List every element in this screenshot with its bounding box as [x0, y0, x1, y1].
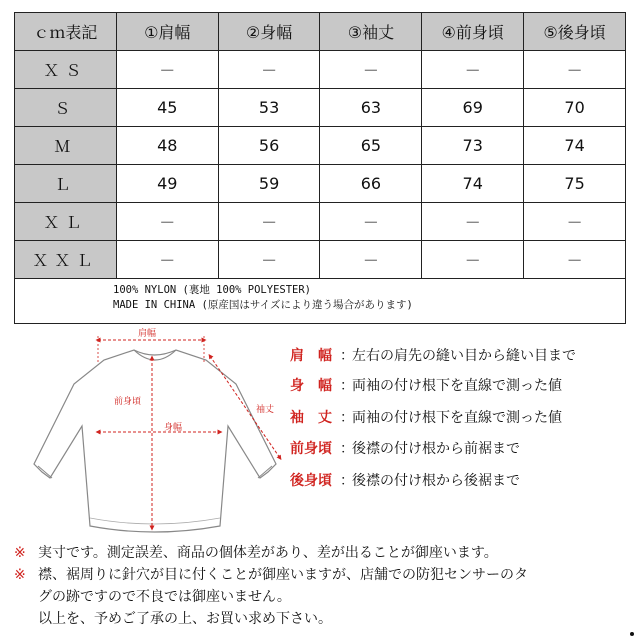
table-cell: 45: [116, 89, 218, 127]
size-label: Ｓ: [15, 89, 117, 127]
shoulder-label: 肩幅: [138, 329, 157, 339]
material-note: 100% NYLON (裏地 100% POLYESTER): [113, 284, 312, 296]
definition-desc: 後襟の付け根から前裾まで: [352, 441, 520, 457]
table-cell: 70: [524, 89, 626, 127]
footnotes: [14, 542, 634, 630]
table-row: [15, 241, 626, 279]
table-cell: －: [116, 241, 218, 279]
definition-row: [290, 345, 576, 365]
definition-colon: ：: [340, 378, 354, 394]
table-cell: －: [524, 51, 626, 89]
column-header: ｃｍ表記: [15, 13, 117, 51]
definition-term: 肩 幅: [290, 348, 332, 364]
table-row: [15, 51, 626, 89]
definition-desc: 両袖の付け根下を直線で測った値: [352, 378, 562, 394]
table-cell: －: [422, 203, 524, 241]
definition-colon: ：: [340, 473, 354, 489]
column-header: ④前身頃: [422, 13, 524, 51]
table-cell: －: [320, 241, 422, 279]
definition-row: [290, 375, 562, 395]
definition-term: 前身頃: [290, 441, 332, 457]
table-cell: 73: [422, 127, 524, 165]
definition-term: 後身頃: [290, 473, 332, 489]
column-header: ②身幅: [218, 13, 320, 51]
definition-colon: ：: [340, 348, 354, 364]
body-width-label: 身幅: [164, 423, 183, 433]
table-cell: 53: [218, 89, 320, 127]
table-cell: 65: [320, 127, 422, 165]
material-note-cell: [15, 279, 626, 324]
table-cell: 66: [320, 165, 422, 203]
table-cell: 74: [422, 165, 524, 203]
table-cell: －: [422, 241, 524, 279]
table-row: [15, 203, 626, 241]
table-cell: －: [524, 203, 626, 241]
table-header-row: [15, 13, 626, 51]
table-cell: 74: [524, 127, 626, 165]
table-cell: －: [320, 51, 422, 89]
definition-desc: 後襟の付け根から後裾まで: [352, 473, 520, 489]
size-label: ＸＳ: [15, 51, 117, 89]
footnote: [14, 564, 634, 586]
column-header: ③袖丈: [320, 13, 422, 51]
table-cell: 49: [116, 165, 218, 203]
definition-desc: 両袖の付け根下を直線で測った値: [352, 410, 562, 426]
note-mark: ※: [14, 567, 26, 583]
table-cell: 59: [218, 165, 320, 203]
table-row: [15, 89, 626, 127]
definition-desc: 左右の肩先の縫い目から縫い目まで: [352, 348, 576, 364]
note-mark: ※: [14, 545, 26, 561]
table-row: [15, 165, 626, 203]
table-note-row: [15, 279, 626, 324]
definition-row: [290, 438, 520, 458]
table-cell: －: [320, 203, 422, 241]
footnote-text: 襟、裾周りに針穴が目に付くことが御座いますが、店舗での防犯センサーのタ: [38, 567, 528, 583]
size-label: ＸＸＬ: [15, 241, 117, 279]
sleeve-label: 袖丈: [256, 405, 275, 415]
definition-row: [290, 470, 520, 490]
definition-term: 身 幅: [290, 378, 332, 394]
table-cell: －: [422, 51, 524, 89]
corner-dot: [630, 632, 634, 636]
definition-colon: ：: [340, 410, 354, 426]
table-cell: 56: [218, 127, 320, 165]
sweater-outline-icon: [14, 326, 314, 540]
size-label: Ｍ: [15, 127, 117, 165]
garment-diagram: [14, 326, 314, 540]
footnote-text: 実寸です。測定誤差、商品の個体差があり、差が出ることが御座います。: [38, 545, 498, 561]
definition-term: 袖 丈: [290, 410, 332, 426]
size-label: Ｌ: [15, 165, 117, 203]
table-cell: 75: [524, 165, 626, 203]
size-label: ＸＬ: [15, 203, 117, 241]
definition-colon: ：: [340, 441, 354, 457]
table-cell: －: [524, 241, 626, 279]
column-header: ⑤後身頃: [524, 13, 626, 51]
origin-note: MADE IN CHINA (原産国はサイズにより違う場合があります): [113, 299, 413, 311]
footnote: [14, 542, 634, 564]
footnote-continuation: グの跡ですので不良では御座いません。: [38, 589, 291, 605]
definition-row: [290, 407, 562, 427]
table-row: [15, 127, 626, 165]
front-length-label: 前身頃: [114, 397, 142, 407]
table-cell: －: [218, 203, 320, 241]
table-cell: －: [116, 51, 218, 89]
table-cell: 48: [116, 127, 218, 165]
footnote-closing: 以上を、予めご了承の上、お買い求め下さい。: [38, 611, 332, 627]
table-cell: －: [116, 203, 218, 241]
table-cell: 63: [320, 89, 422, 127]
table-cell: －: [218, 241, 320, 279]
size-table: [14, 12, 626, 324]
table-cell: －: [218, 51, 320, 89]
table-cell: 69: [422, 89, 524, 127]
column-header: ①肩幅: [116, 13, 218, 51]
